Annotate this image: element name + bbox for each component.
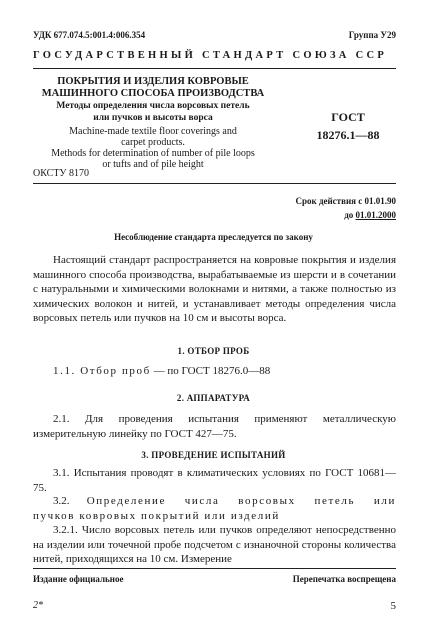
title-en-line2: carpet products. [121,137,185,148]
council-title: ГОСУДАРСТВЕННЫЙ СТАНДАРТ СОЮЗА ССР [33,50,388,61]
title-ru-line2: МАШИННОГО СПОСОБА ПРОИЗВОДСТВА [41,88,265,99]
okstu-code: ОКСТУ 8170 [33,168,90,179]
section3-item2-line1: Определение числа ворсовых петель или [86,495,396,507]
validity-from-date: 01.01.90 [364,196,396,206]
section1-item [33,364,396,379]
gost-label: ГОСТ [331,110,365,124]
title-en-block [33,126,273,170]
intro-text: Настоящий стандарт распространяется на ковровые покрытия и изделия машинного способа производства, вырабатываемые из шерсти и в сочетании с натуральными и химическими волокнами и нитями, а также полностью из химических волокон и нитей, и устанавливает методы определения числа ворсовых петель или пучков на 10 см и высоты ворса. [33,254,396,324]
title-ru-line1: ПОКРЫТИЯ И ИЗДЕЛИЯ КОВРОВЫЕ [57,76,249,87]
title-ru-sub1: Методы определения числа ворсовых петель [56,101,250,111]
group-code: Группа У29 [348,30,396,40]
section2-heading: 2. АППАРАТУРА [176,393,251,403]
gost-number: 18276.1—88 [316,128,380,142]
validity-from-label: Срок действия с [295,196,363,206]
title-en-line3: Methods for determination of number of pile loops [51,148,255,159]
footer-divider [33,568,396,569]
title-en-line1: Machine-made textile floor coverings and [69,126,237,137]
section2-item [33,412,396,441]
section1-item-lead: 1.1. Отбор проб [53,365,151,377]
validity-to-date: 01.01.2000 [355,210,396,220]
title-block [33,76,273,124]
header-divider [33,68,396,69]
page-number: 5 [390,600,396,612]
section3-item3-text: 3.2.1. Число ворсовых петель или пучков определяют непосредственно на изделии или точечной пробе подсчетом с изнаночной стороны количества нитей, приходящихся на 10 см. Измерение [33,524,396,565]
section3-item1 [33,466,396,495]
section3-heading: 3. ПРОВЕДЕНИЕ ИСПЫТАНИЙ [141,450,286,460]
section2-item-text: 2.1. Для проведения испытания применяют металлическую измерительную линейку по ГОСТ 427—75. [33,413,396,440]
law-notice: Несоблюдение стандарта преследуется по закону [114,232,313,242]
section3-item1-text: 3.1. Испытания проводят в климатических условиях по ГОСТ 10681—75. [33,467,396,494]
section3-item2 [33,494,396,523]
title-divider [33,183,396,184]
section3-item2-num: 3.2. [53,495,70,507]
title-en-line4: or tufts and of pile height [102,159,204,170]
section3-item2-line2: пучков ковровых покрытий или изделий [33,509,280,522]
intro-paragraph [33,253,396,326]
section3-item3 [33,523,396,567]
section1-heading: 1. ОТБОР ПРОБ [177,346,250,356]
validity-to-label: до [344,210,354,220]
signature-mark: 2* [33,600,43,611]
reprint-notice: Перепечатка воспрещена [292,574,396,584]
section1-item-text: — по ГОСТ 18276.0—88 [150,365,271,377]
gost-designation [300,108,396,144]
title-ru-sub2: или пучков и высоты ворса [93,113,213,123]
official-edition: Издание официальное [33,574,124,584]
udk-code: УДК 677.074.5:001.4:006.354 [33,30,146,40]
validity-block [296,194,397,222]
